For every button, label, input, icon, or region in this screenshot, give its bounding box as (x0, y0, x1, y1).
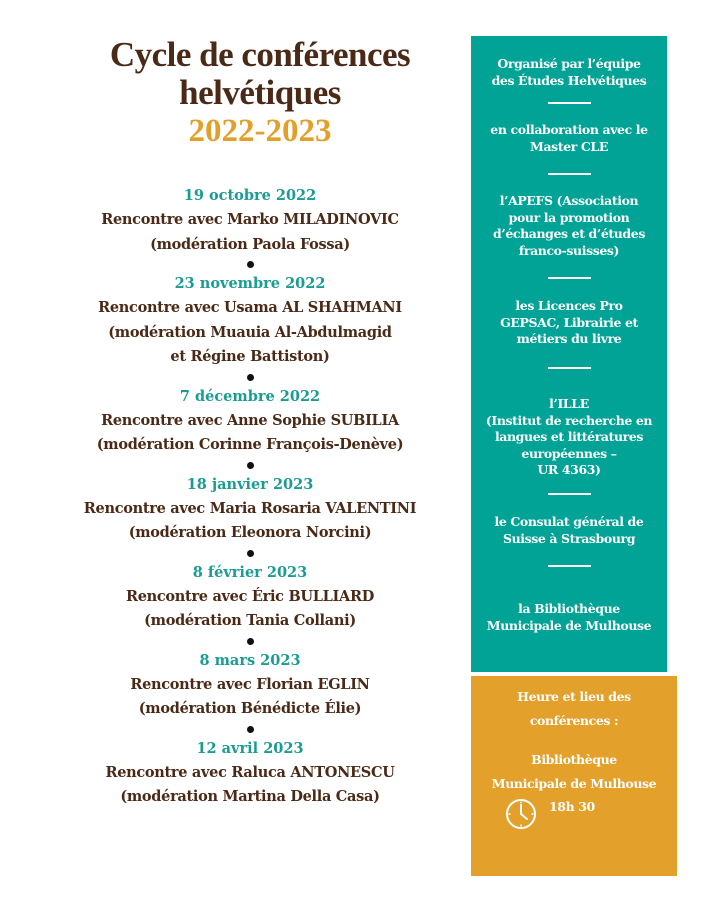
text-line: le Consulat général de (494, 514, 644, 529)
text-line: en collaboration avec le (490, 122, 648, 137)
divider (548, 565, 591, 567)
partner-apefs (471, 193, 667, 259)
event-item (40, 473, 460, 546)
venue-place (471, 748, 677, 796)
text-line: d’échanges et d’études (493, 226, 645, 241)
event-moderation: (modération Paola Fossa) (150, 235, 350, 253)
text-line: Suisse à Strasbourg (502, 530, 636, 546)
bullet-dot-icon (247, 638, 254, 645)
event-speaker: Rencontre avec Maria Rosaria VALENTINI (83, 499, 417, 517)
text-line: Organisé par l’équipe (497, 56, 641, 71)
text-line: franco-suisses) (518, 242, 620, 258)
event-speaker: Rencontre avec Florian EGLIN (130, 675, 370, 693)
event-moderation: (modération Martina Della Casa) (120, 788, 380, 805)
text-line: Heure et lieu des (517, 689, 631, 704)
bullet-dot-icon (247, 726, 254, 733)
event-speaker: Rencontre avec Usama AL SHAHMANI (98, 299, 402, 316)
event-moderation-cont: et Régine Battiston) (170, 348, 330, 365)
text-line: l’APEFS (Association (499, 193, 639, 208)
text-line: pour la promotion (508, 209, 630, 225)
divider (548, 493, 591, 495)
partner-ille (471, 396, 667, 479)
event-item (40, 184, 460, 257)
event-list (40, 184, 460, 810)
event-moderation: (modération Corinne François-Denève) (96, 436, 404, 453)
event-date: 12 avril 2023 (196, 739, 304, 757)
bullet-dot-icon (247, 462, 254, 469)
event-date: 8 mars 2023 (199, 651, 301, 669)
clock-icon (505, 798, 537, 830)
event-speaker: Rencontre avec Anne Sophie SUBILIA (101, 411, 399, 429)
page-title (70, 36, 450, 150)
partner-master-cle (471, 122, 667, 155)
partners-panel (471, 36, 667, 672)
bullet-dot-icon (247, 374, 254, 381)
venue-panel (471, 676, 677, 876)
event-moderation: (modération Tania Collani) (144, 612, 356, 629)
event-date: 18 janvier 2023 (186, 475, 314, 493)
text-line: UR 4363) (537, 462, 601, 477)
event-item (40, 561, 460, 634)
divider (548, 277, 591, 279)
event-date: 23 novembre 2022 (174, 275, 326, 292)
text-line: européennes – (521, 445, 617, 461)
event-moderation: (modération Eleonora Norcini) (128, 524, 372, 541)
bullet-dot-icon (247, 261, 254, 268)
event-date: 8 février 2023 (192, 563, 308, 581)
title-year: 2022-2023 (188, 113, 332, 149)
event-item (40, 272, 460, 370)
venue-time: 18h 30 (549, 799, 595, 814)
separator (40, 546, 460, 561)
event-item (40, 385, 460, 458)
event-date: 7 décembre 2022 (179, 387, 321, 405)
separator (40, 722, 460, 737)
event-speaker: Rencontre avec Raluca ANTONESCU (105, 763, 395, 781)
title-line-1: Cycle de conférences (109, 35, 411, 74)
text-line: des Études Helvétiques (491, 72, 647, 88)
partner-licences-pro (471, 298, 667, 348)
event-moderation: (modération Bénédicte Élie) (138, 700, 362, 717)
title-line-2: helvétiques (179, 73, 341, 112)
text-line: Municipale de Mulhouse (486, 617, 652, 633)
text-line: (Institut de recherche en (485, 412, 653, 428)
text-line: métiers du livre (516, 331, 622, 346)
separator (40, 458, 460, 473)
separator (40, 370, 460, 385)
event-item (40, 649, 460, 722)
event-date: 19 octobre 2022 (183, 187, 317, 204)
text-line: l’ILLE (549, 396, 589, 411)
text-line: la Bibliothèque (518, 601, 620, 616)
event-speaker: Rencontre avec Marko MILADINOVIC (101, 211, 399, 228)
separator (40, 634, 460, 649)
event-item (40, 737, 460, 810)
separator (40, 257, 460, 272)
partner-organizer (471, 56, 667, 89)
partner-consulat (471, 514, 667, 547)
text-line: Master CLE (530, 138, 608, 154)
text-line: Bibliothèque (531, 752, 617, 767)
text-line: langues et littératures (494, 429, 644, 444)
partner-bibliotheque (471, 601, 667, 634)
divider (548, 367, 591, 369)
event-moderation: (modération Muauia Al-Abdulmagid (108, 323, 392, 341)
divider (548, 173, 591, 175)
text-line: GEPSAC, Librairie et (500, 314, 638, 330)
venue-heading (471, 685, 677, 733)
bullet-dot-icon (247, 550, 254, 557)
text-line: les Licences Pro (515, 298, 623, 313)
text-line: conférences : (529, 713, 619, 728)
event-speaker: Rencontre avec Éric BULLIARD (125, 587, 375, 605)
divider (548, 102, 591, 104)
text-line: Municipale de Mulhouse (491, 776, 657, 791)
